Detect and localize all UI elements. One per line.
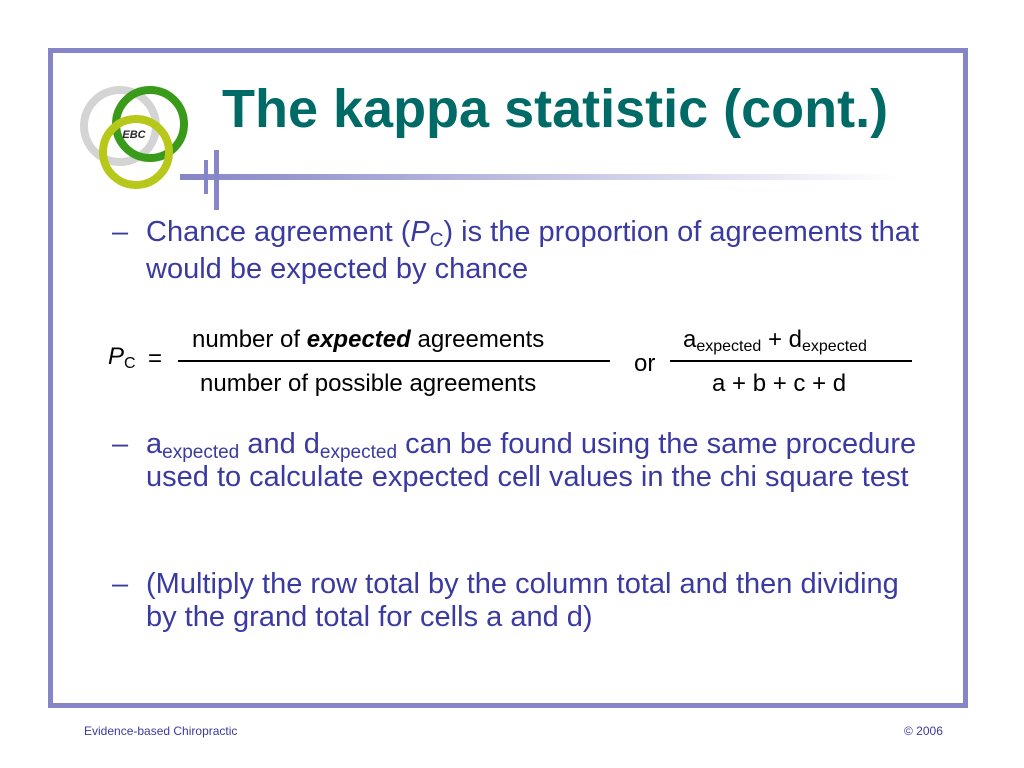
bullet-multiply-note xyxy=(112,568,932,634)
formula-or: or xyxy=(634,350,656,377)
bullet-expected-values xyxy=(112,428,932,494)
bullet-dash: – xyxy=(112,428,129,460)
title-rule xyxy=(180,150,900,210)
bullet-dash: – xyxy=(112,568,129,600)
formula-equals: = xyxy=(148,345,163,372)
formula-denominator-2: a + b + c + d xyxy=(712,370,847,397)
bullet-dash: – xyxy=(112,216,129,248)
footer-left: Evidence-based Chiropractic xyxy=(84,724,238,738)
bullet-text: Chance agreement $(P_C)$ is the proportion of agreements that would be expected by chance xyxy=(146,216,919,285)
bullet-text: $a_{expected}$ and $d_{expected}$ can be found using the same procedure used to calculate expected cell values in the chi square test xyxy=(146,428,917,493)
formula-numerator-1: number of expected agreements xyxy=(192,326,545,353)
formula-denominator-1: number of possible agreements xyxy=(200,370,537,397)
formula-numerator-2: $a_{expected} + d_{expected}$ xyxy=(683,326,867,355)
slide-title: The kappa statistic (cont.) xyxy=(222,79,889,139)
footer-right: © 2006 xyxy=(904,724,943,738)
bullet-text: (Multiply the row total by the column total and then dividing by the grand total for cells a and d) xyxy=(146,568,899,633)
logo-text: EBC xyxy=(122,129,146,141)
formula-lhs: $P_C$ xyxy=(108,343,136,372)
bullet-chance-agreement xyxy=(112,214,932,288)
